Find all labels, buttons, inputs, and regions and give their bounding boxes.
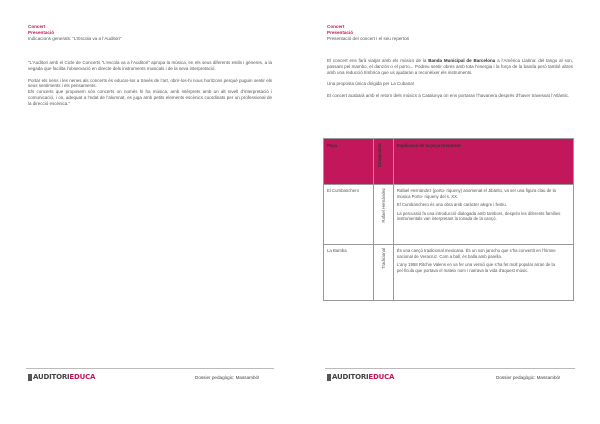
paragraph: El concert acabarà amb el retorn dels músics a Catalunya on ens portaran l’havanera després d’haver travessat l’Atlàntic. — [327, 93, 570, 99]
intro-text-end: a l’Amèrica Llatina: del tango al son, passant pel mambo, el danzón o el porro... Podreu sentir obres amb tota l’energia i la força de la banda però també altres amb una reducció tímbrica que us ajudaran a reconèixer els instruments. — [327, 58, 574, 75]
table-header-row — [324, 139, 574, 185]
explanation-paragraph: L’any 1958 Ritchie Valens en va fer una versió que s’ha fet molt popular arran de la pel·lícula que portava el mateix nom i narrava la vida d’aquest músic. — [396, 262, 555, 273]
table-row — [324, 185, 574, 245]
explanation-paragraph: És una cançó tradicional mexicana. És un son jarocho que s’ha convertit en l’himne nacional de Veracruz. Com a ball, és balla amb parella. — [396, 248, 556, 259]
auditori-educa-logo — [28, 372, 95, 382]
logo-text-auditori: AUDITORI — [33, 373, 70, 381]
left-page-header — [28, 24, 272, 43]
table-row — [324, 245, 574, 301]
column-header-piece: Peça — [324, 139, 374, 185]
header-subsection-label: Presentació — [28, 30, 55, 36]
header-section-label: Concert — [327, 24, 345, 29]
logo-mark-icon — [327, 374, 331, 381]
footer-divider — [325, 368, 575, 369]
auditori-educa-logo — [327, 372, 394, 382]
footer-dossier-title: Dossier pedagògic: Massambó! — [195, 375, 260, 380]
logo-mark-icon — [28, 374, 32, 381]
header-description: Presentació del concert i el seu repertori — [327, 36, 410, 42]
column-header-composer: Compositor — [373, 139, 393, 185]
cell-explanation — [393, 185, 573, 245]
explanation-paragraph: Rafael Hernández (porto- riqueny) anomenat el Jibarito, va ser una figura clau de la música Porto- riqueny del s. XX. — [396, 188, 556, 199]
paragraph: Els concerts que proposem són concerts on només hi ha música, amb intèrprets amb un alt nivell d’interpretació i comunicació, i on, adequat a l’edat de l’alumnat, es juga amb petits elements escènics coordinats per un professional de la direcció escènica.” — [28, 89, 272, 106]
cell-explanation — [393, 245, 573, 301]
paragraph: Portar els nens i les nenes als concerts és educar-los a través de l’art, obrir-los-hi nous horitzons perquè puguin sentir els seus sentiments i els pensaments. — [28, 77, 272, 89]
logo-text-auditori: AUDITORI — [332, 373, 369, 381]
left-page-body — [28, 60, 272, 113]
footer-dossier-title: Dossier pedagògic: Massambó! — [496, 375, 561, 380]
repertoire-table — [323, 138, 574, 301]
right-page-header — [327, 24, 575, 43]
footer-divider — [26, 368, 274, 369]
cell-composer: Rafael Hernández — [373, 185, 393, 245]
explanation-paragraph: La percussió fa una introducció dialogada amb tambors, després les diferents famílies instrumentals van interpretant la tonada de la cançó. — [396, 210, 561, 222]
explanation-paragraph: El Cumbanchero és una obra amb caràcter alegre i festiu. — [396, 202, 507, 208]
header-subsection-label: Presentació — [327, 30, 354, 36]
band-name: Banda Municipal de Barcelona — [428, 58, 496, 63]
paragraph: Una proposta única dirigida per La Cubana! — [327, 81, 415, 87]
logo-text-educa: EDUCA — [69, 373, 96, 381]
cell-piece: El Cumbanchero — [324, 185, 374, 245]
paragraph-intro — [327, 58, 573, 75]
header-section-label: Concert — [28, 24, 46, 29]
intro-text-start: El concert ens farà viatjar amb els músics de la — [327, 58, 429, 63]
header-description: Indicacions generals: “L’Escola va a l’Auditori” — [28, 36, 122, 42]
logo-text-educa: EDUCA — [368, 373, 395, 381]
column-header-explanation: Explicació de la peça breument — [393, 139, 573, 185]
cell-composer: Tradicional — [373, 245, 393, 301]
paragraph: “L’Auditori amb el Cicle de Concerts “L’escola va a l’Auditori” apropa la música, en els seus diferents estils i gèneres, a la vegada que facilita l’observació en directe dels instruments musicals i de la seva interpretació. — [28, 60, 272, 71]
cell-piece: La Bamba — [324, 245, 374, 301]
right-page-body — [327, 58, 573, 105]
